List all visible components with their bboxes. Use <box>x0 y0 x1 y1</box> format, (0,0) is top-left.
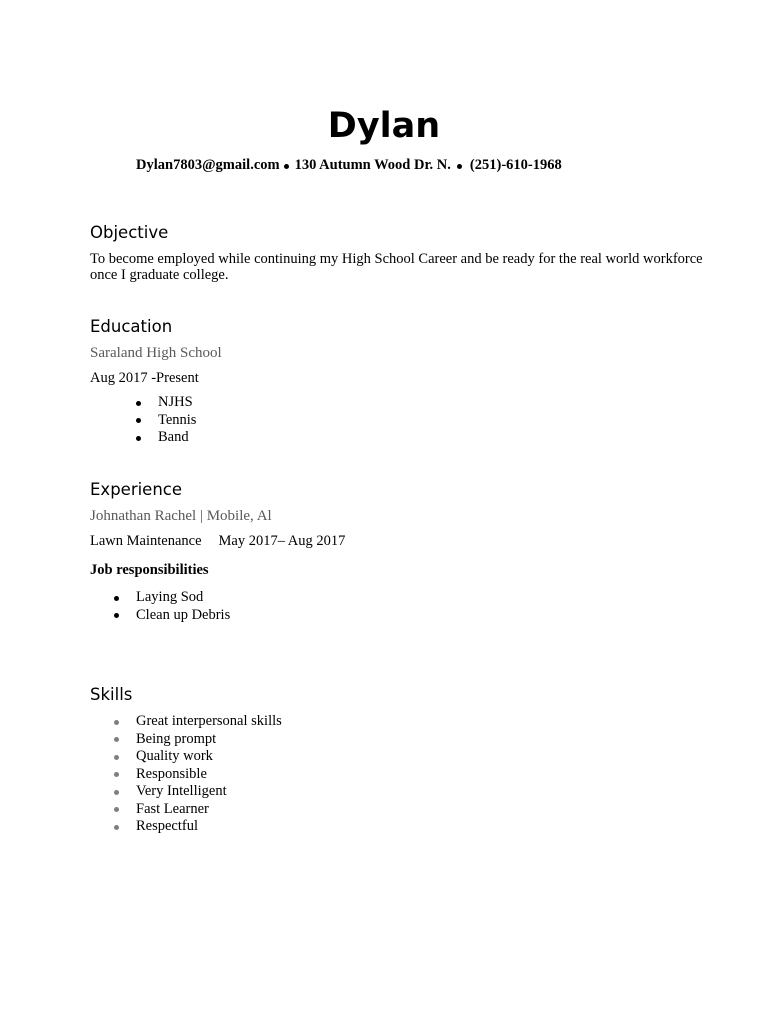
list-item: Band <box>136 429 196 447</box>
bullet-icon <box>114 825 119 830</box>
job-role: Lawn Maintenance <box>90 533 202 549</box>
email: Dylan7803@gmail.com <box>136 157 280 173</box>
bullet-icon <box>114 720 119 725</box>
list-item: Tennis <box>136 412 196 430</box>
bullet-icon <box>136 418 141 423</box>
education-dates: Aug 2017 -Present <box>90 370 199 386</box>
list-item: NJHS <box>136 394 196 412</box>
list-item: Great interpersonal skills <box>114 713 282 731</box>
experience-heading: Experience <box>90 480 183 499</box>
bullet-icon <box>114 790 119 795</box>
bullet-icon <box>136 401 141 406</box>
bullet-icon <box>136 436 141 441</box>
bullet-icon <box>114 596 119 601</box>
job-dates: May 2017– Aug 2017 <box>218 533 346 549</box>
job-line <box>90 533 345 549</box>
list-item: Being prompt <box>114 731 282 749</box>
objective-heading: Objective <box>90 223 169 242</box>
objective-text <box>90 251 703 283</box>
bullet-separator <box>457 164 462 169</box>
list-item: Fast Learner <box>114 801 282 819</box>
objective-line-2: once I graduate college. <box>90 267 229 283</box>
job-responsibilities-list <box>114 589 230 624</box>
bullet-icon <box>114 613 119 618</box>
school-name: Saraland High School <box>90 345 222 361</box>
bullet-separator <box>284 164 289 169</box>
bullet-icon <box>114 807 119 812</box>
bullet-icon <box>114 755 119 760</box>
list-item: Clean up Debris <box>114 607 230 625</box>
skills-heading: Skills <box>90 685 133 704</box>
education-activities-list <box>136 394 196 447</box>
objective-line-1: To become employed while continuing my High School Career and be ready for the real world workforce <box>90 251 703 267</box>
address: 130 Autumn Wood Dr. N. <box>294 157 451 173</box>
bullet-icon <box>114 772 119 777</box>
job-responsibilities-heading: Job responsibilities <box>90 562 209 578</box>
education-heading: Education <box>90 317 173 336</box>
list-item: Responsible <box>114 766 282 784</box>
list-item: Quality work <box>114 748 282 766</box>
resume-name: Dylan <box>327 106 441 146</box>
skills-list <box>114 713 282 836</box>
list-item: Respectful <box>114 818 282 836</box>
list-item: Very Intelligent <box>114 783 282 801</box>
contact-line <box>136 156 562 174</box>
employer: Johnathan Rachel | Mobile, Al <box>90 508 272 524</box>
bullet-icon <box>114 737 119 742</box>
list-item: Laying Sod <box>114 589 230 607</box>
phone: (251)-610-1968 <box>469 157 562 173</box>
